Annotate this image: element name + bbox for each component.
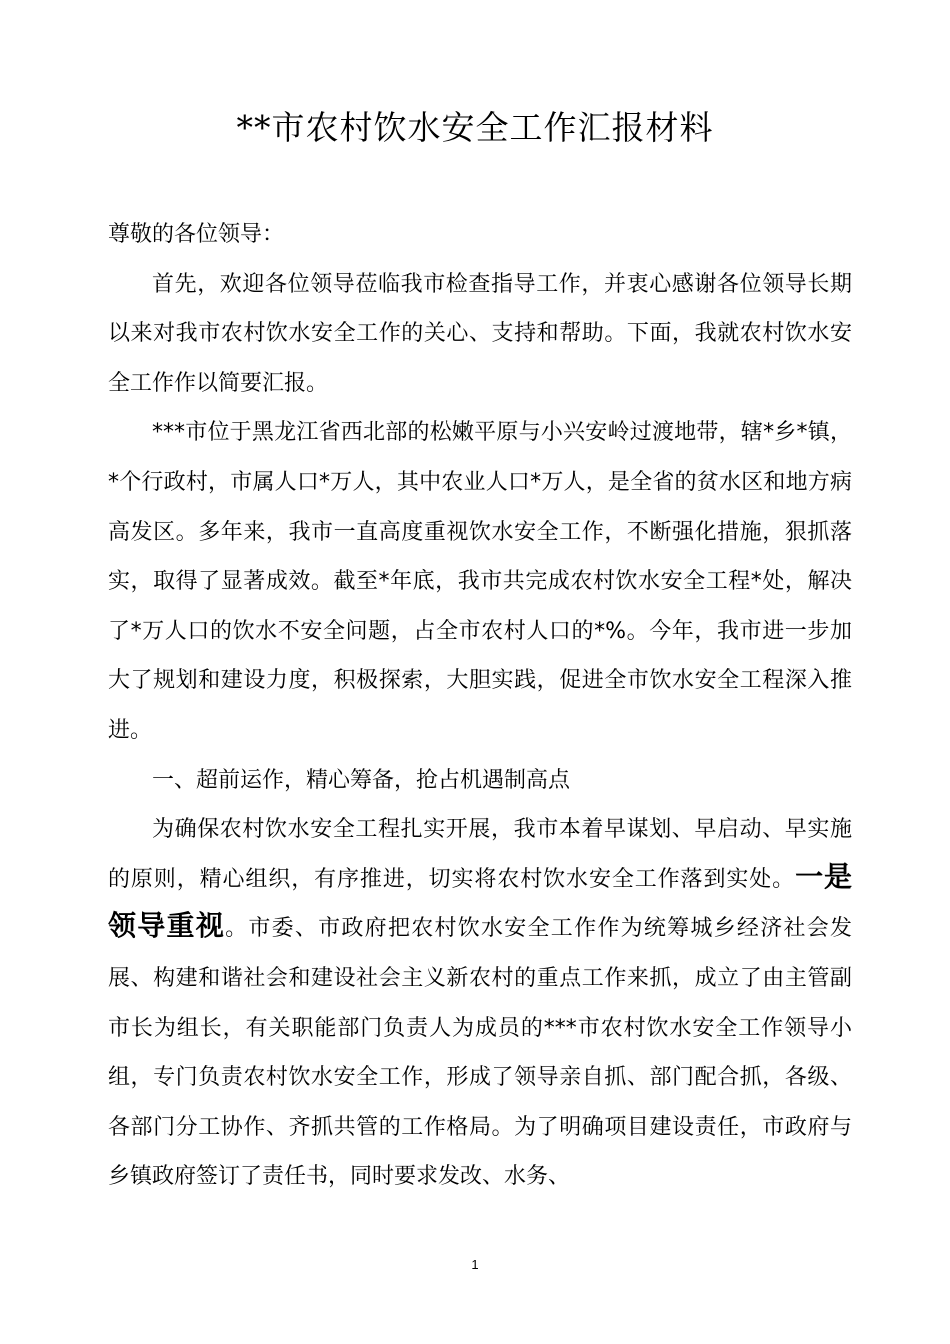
- salutation: 尊敬的各位领导：: [108, 222, 285, 247]
- point-one-lead: 一是领导重视: [108, 859, 852, 943]
- document-title: **市农村饮水安全工作汇报材料: [236, 108, 714, 147]
- document-body: [108, 210, 852, 1202]
- paragraph-intro: 首先，欢迎各位领导莅临我市检查指导工作，并衷心感谢各位领导长期以来对我市农村饮水安全工作的关心、支持和帮助。下面，我就农村饮水安全工作作以简要汇报。: [108, 271, 852, 396]
- paragraph-overview: ***市位于黑龙江省西北部的松嫩平原与小兴安岭过渡地带，辖*乡*镇，*个行政村，市属人口*万人，其中农业人口*万人，是全省的贫水区和地方病高发区。多年来，我市一直高度重视饮水安全工作，不断强化措施，狠抓落实，取得了显著成效。截至*年底，我市共完成农村饮水安全工程*处，解决了*万人口的饮水不安全问题，占全市农村人口的*%。今年，我市进一步加大了规划和建设力度，积极探索，大胆实践，促进全市饮水安全工程深入推进。: [108, 420, 852, 743]
- section-paragraph: [108, 805, 852, 1202]
- section-heading: 一、超前运作，精心筹备，抢占机遇制高点: [152, 767, 571, 793]
- page-number: 1: [471, 1257, 479, 1272]
- section-paragraph-text: 为确保农村饮水安全工程扎实开展，我市本着早谋划、早启动、早实施的原则，精心组织，有序推进，切实将农村饮水安全工作落到实处。: [108, 817, 852, 892]
- point-one-text: 。市委、市政府把农村饮水安全工作作为统筹城乡经济社会发展、构建和谐社会和建设社会主义新农村的重点工作来抓，成立了由主管副市长为组长，有关职能部门负责人为成员的***市农村饮水安全工作领导小组，专门负责农村饮水安全工作，形成了领导亲自抓、部门配合抓，各级、各部门分工协作、齐抓共管的工作格局。为了明确项目建设责任，市政府与乡镇政府签订了责任书，同时要求发改、水务、: [108, 916, 852, 1190]
